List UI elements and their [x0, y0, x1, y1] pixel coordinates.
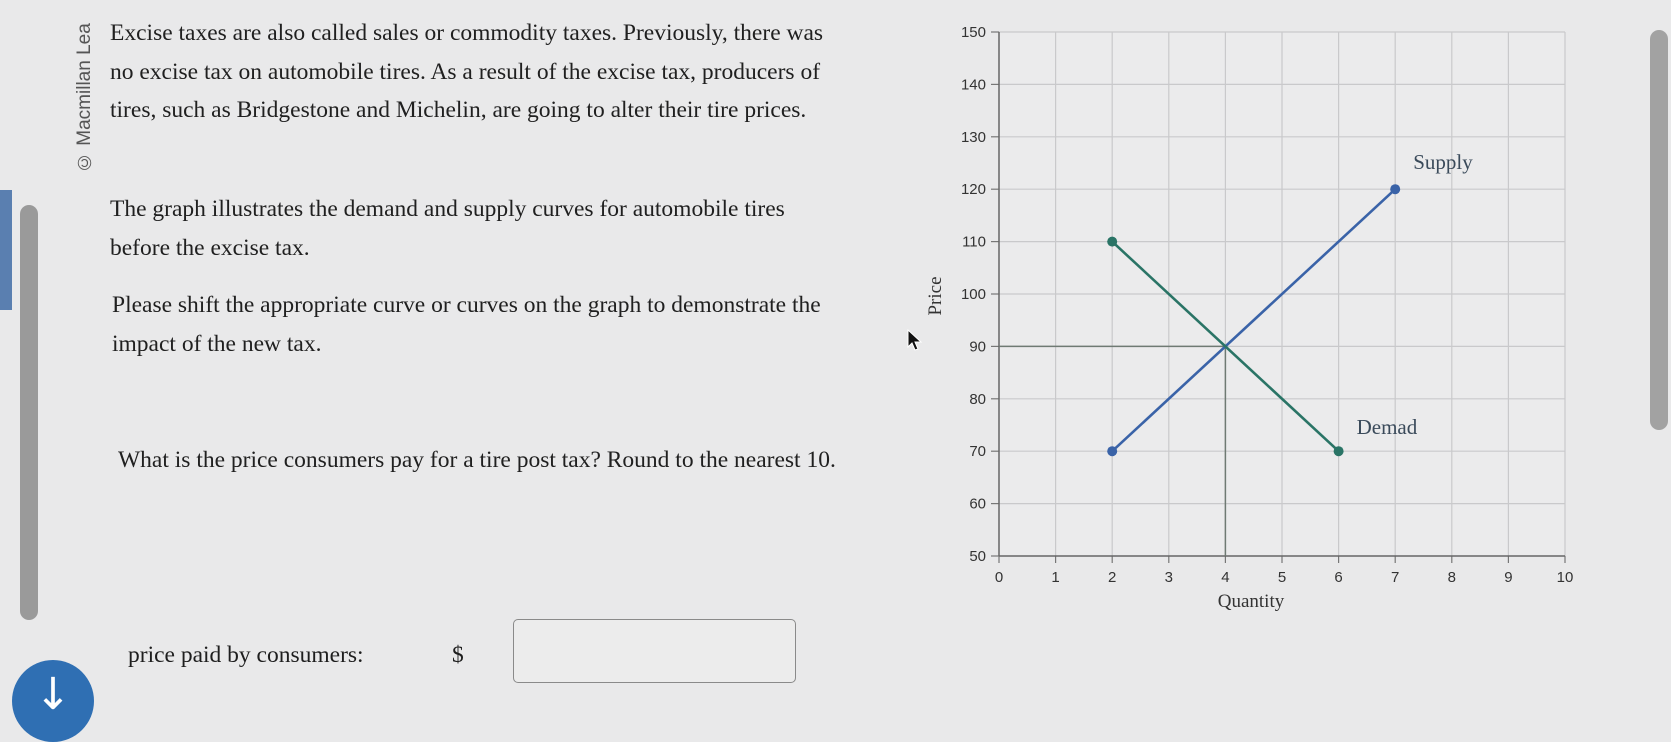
arrow-down-icon[interactable]: ↓: [12, 660, 94, 742]
question-paragraph-prompt: What is the price consumers pay for a tire post tax? Round to the nearest 10.: [118, 447, 836, 473]
x-tick-label: 6: [1334, 569, 1343, 586]
y-tick-label: 140: [960, 76, 986, 94]
supply-curve-label: Supply: [1413, 150, 1473, 175]
y-tick-label: 60: [969, 495, 986, 513]
y-tick-label: 130: [960, 128, 986, 146]
demad-endpoint-handle[interactable]: [1107, 237, 1117, 247]
x-tick-label: 5: [1277, 569, 1287, 586]
x-axis-label: Quantity: [1217, 591, 1285, 612]
y-tick-label: 90: [969, 338, 986, 356]
x-tick-label: 9: [1504, 569, 1513, 586]
x-tick-label: 3: [1164, 569, 1173, 586]
currency-symbol: $: [452, 642, 464, 668]
y-tick-label: 50: [969, 548, 986, 565]
y-tick-label: 150: [960, 24, 986, 41]
supply-endpoint-handle[interactable]: [1107, 446, 1117, 456]
demad-curve-label: Demad: [1356, 415, 1418, 440]
y-tick-label: 70: [969, 443, 986, 461]
x-tick-label: 8: [1447, 569, 1456, 586]
x-tick-label: 1: [1051, 569, 1060, 586]
y-tick-label: 120: [960, 181, 986, 199]
copyright-notice: © Macmillan Lea: [74, 23, 95, 172]
y-axis-label: Price: [925, 276, 946, 316]
answer-label: price paid by consumers:: [128, 642, 364, 668]
x-tick-label: 0: [994, 569, 1004, 586]
supply-endpoint-handle[interactable]: [1390, 184, 1400, 194]
demad-endpoint-handle[interactable]: [1334, 446, 1344, 456]
x-tick-label: 2: [1108, 569, 1117, 586]
x-tick-label: 7: [1391, 569, 1400, 586]
x-tick-label: 10: [1556, 569, 1574, 586]
question-paragraph-intro: Excise taxes are also called sales or commodity taxes. Previously, there was no excise tax on automobile tires. As a result of the excise tax, producers of tires, such as Bridgestone and Michelin, are going to alter their tire prices.: [110, 20, 824, 123]
x-tick-label: 4: [1221, 569, 1230, 586]
y-tick-label: 100: [960, 286, 986, 303]
question-paragraph-instruction: Please shift the appropriate curve or curves on the graph to demonstrate the impact of the new tax.: [112, 292, 821, 357]
y-tick-label: 80: [969, 390, 986, 408]
question-paragraph-graph: The graph illustrates the demand and supply curves for automobile tires before the excise tax.: [110, 196, 785, 261]
y-tick-label: 110: [962, 233, 986, 251]
